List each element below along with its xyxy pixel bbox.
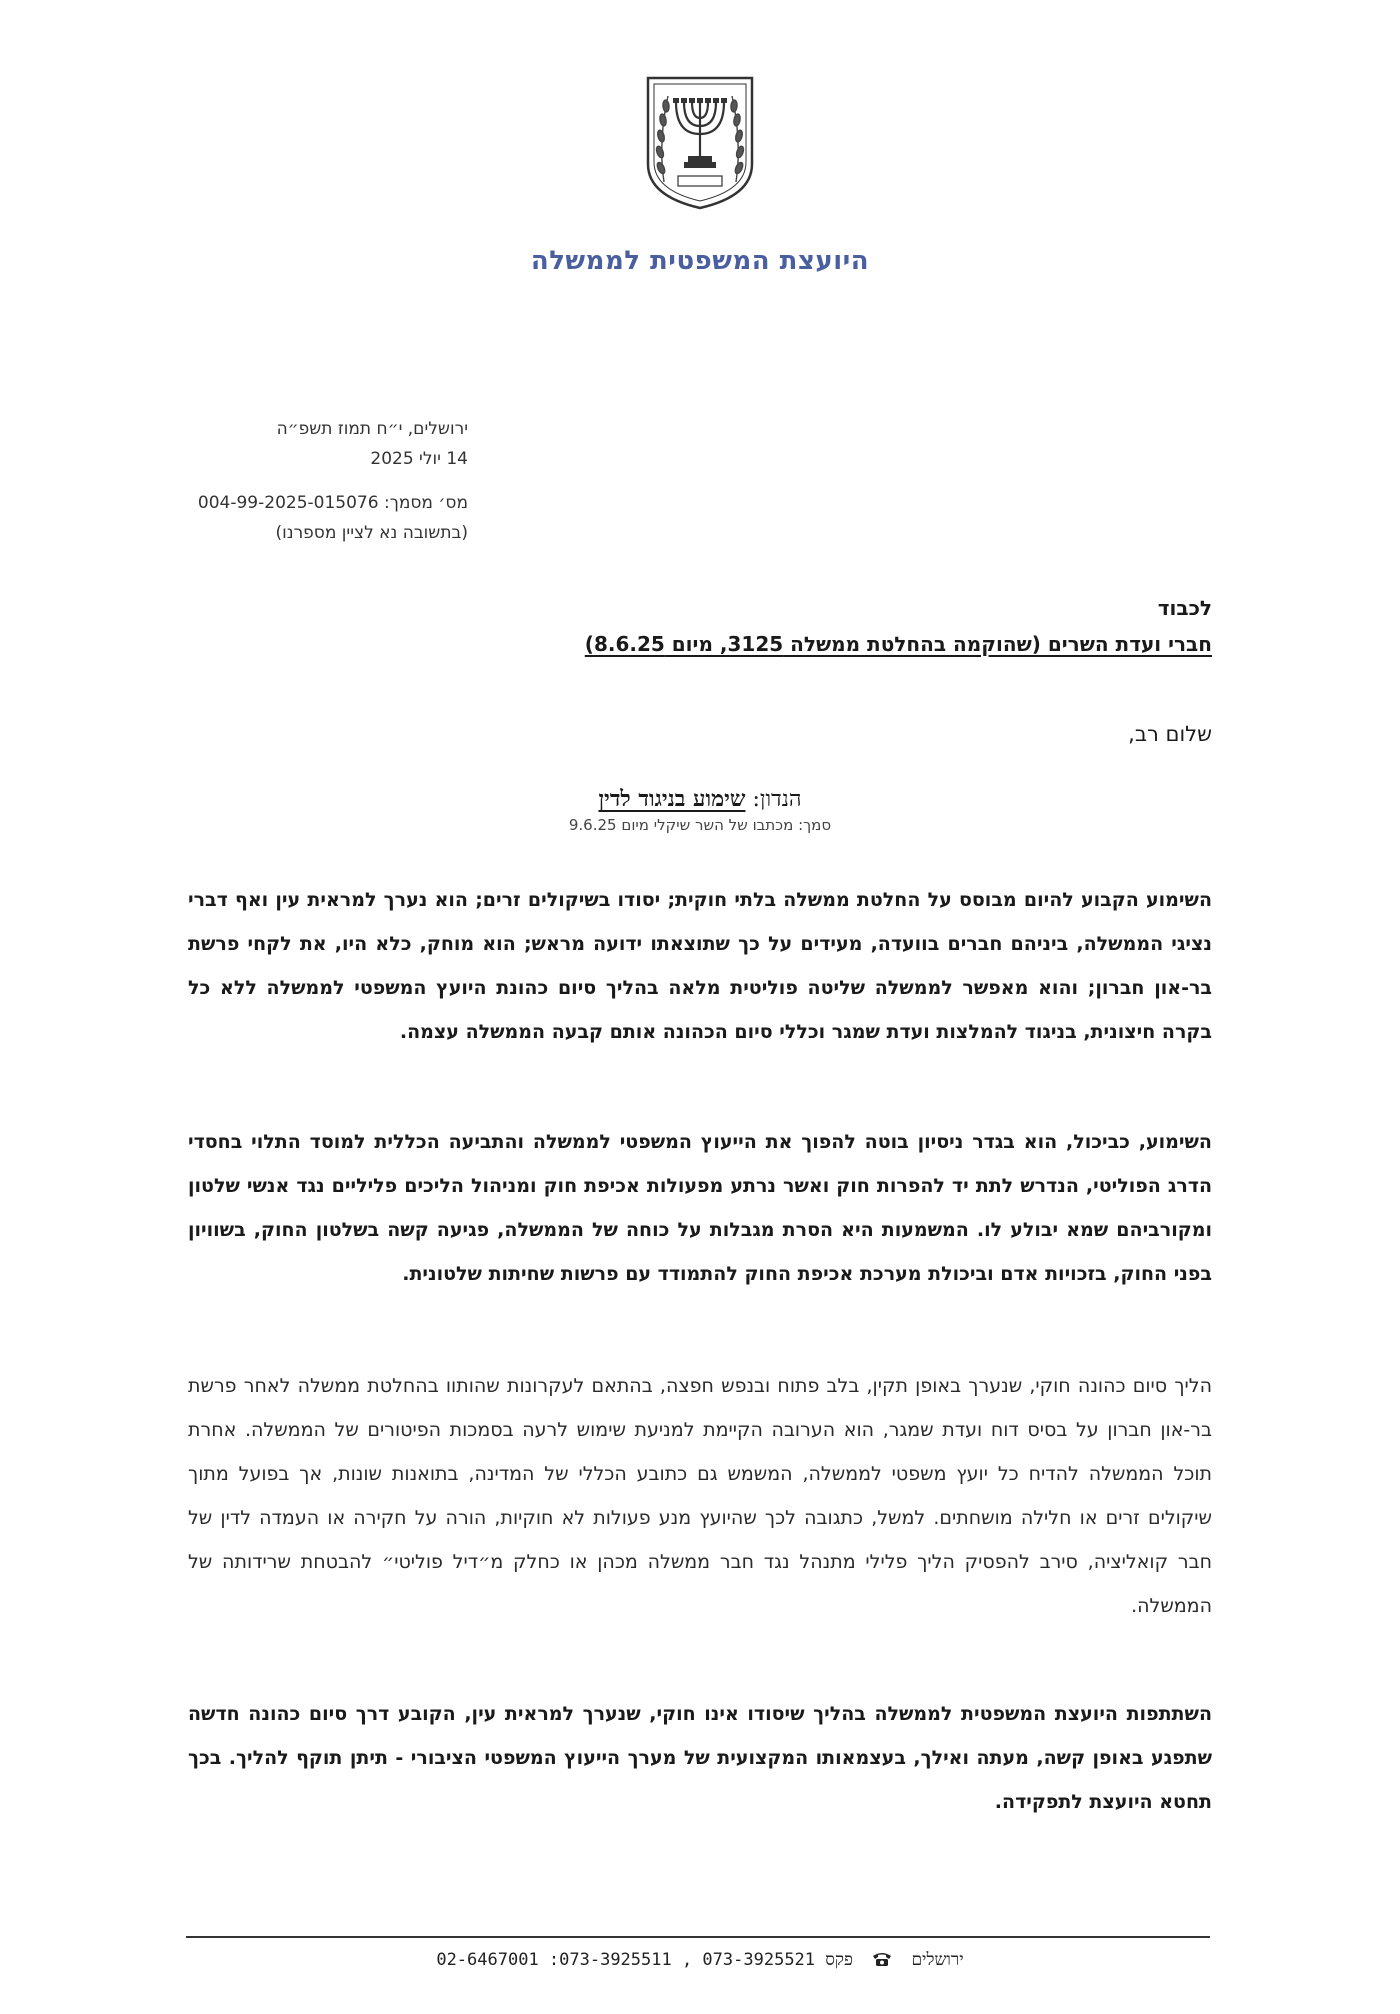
reply-note: (בתשובה נא לציין מספרנו) (275, 523, 468, 543)
addressee-recipients: חברי ועדת השרים (שהוקמה בהחלטת ממשלה 3125, מיום 8.6.25) (584, 632, 1212, 656)
state-emblem-icon (642, 72, 758, 212)
body-paragraph-4: השתתפות היועצת המשפטית לממשלה בהליך שיסודו אינו חוקי, שנערך למראית עין, הקובע דרך סיום כהונה חדשה שתפגע באופן קשה, מעתה ואילך, בעצמאותו המקצועית של מערך הייעוץ המשפטי הציבורי - תיתן תוקף להליך. בכך תחטא היועצת לתפקידה. (188, 1703, 1212, 1813)
body-paragraph-1: השימוע הקבוע להיום מבוסס על החלטת ממשלה בלתי חוקית; יסודו בשיקולים זרים; הוא נערך למראית עין ואף דברי נציגי הממשלה, ביניהם חברים בוועדה, מעידים על כך שתוצאתו ידועה מראש; הוא מוחק, כלא היו, את לקחי פרשת בר-און חברון; והוא מאפשר לממשלה שליטה פוליטית מלאה בהליך סיום כהונת היועץ המשפטי לממשלה ללא כל בקרה חיצונית, בניגוד להמלצות ועדת שמגר וכללי סיום הכהונה אותם קבעה הממשלה עצמה. (188, 889, 1212, 1043)
subject-reference: סמך: מכתבו של השר שיקלי מיום 9.6.25 (568, 816, 832, 834)
addressee (112, 590, 1212, 662)
body-paragraph-3: הליך סיום כהונה חוקי, שנערך באופן תקין, בלב פתוח ובנפש חפצה, בהתאם לעקרונות שהותוו בהחלטת ממשלה לאחר פרשת בר-און חברון על בסיס דוח ועדת שמגר, הוא הערובה הקיימת למניעת שימוש לרעה בסמכות הפיטורים של הממשלה. אחרת תוכל הממשלה להדיח כל יועץ משפטי לממשלה, המשמש גם כתובע הכללי של המדינה, בתואנות שונות, אך בפועל מתוך שיקולים זרים או חלילה מושחתים. למשל, כתגובה לכך שהיועץ מנע פעולות לא חוקיות, הורה על חקירה או העמדה לדין של חבר קואליציה, סירב להפסיק הליך פלילי מתנהל נגד חבר ממשלה מכהן או כחלק מ״דיל פוליטי״ להבטחת שרידותה של הממשלה. (188, 1375, 1212, 1617)
subject-title: שימוע בניגוד לדין (598, 786, 746, 812)
footer (0, 1950, 1400, 1970)
addressee-salutation: לכבוד (1157, 596, 1212, 620)
document-number: מס׳ מסמך: 004-99-2025-015076 (197, 493, 468, 513)
footer-city: ירושלים (911, 1950, 964, 1970)
subject-label: הנדון: (752, 787, 802, 812)
footer-divider (186, 1936, 1210, 1938)
document-meta (168, 414, 468, 548)
date-gregorian: 14 יולי 2025 (370, 449, 468, 469)
telephone-icon (871, 1951, 893, 1967)
office-name: היועצת המשפטית לממשלה (530, 246, 870, 276)
greeting: שלום רב, (1128, 722, 1212, 746)
subject-block (0, 786, 1400, 834)
footer-contact: 02-6467001 :073-3925511 , 073-3925521 פקס (436, 1950, 853, 1970)
date-hebrew: ירושלים, י״ח תמוז תשפ״ה (276, 419, 468, 439)
body-paragraph-2: השימוע, כביכול, הוא בגדר ניסיון בוטה להפוך את הייעוץ המשפטי לממשלה והתביעה הכללית למוסד התלוי בחסדי הדרג הפוליטי, הנדרש לתת יד להפרות חוק ואשר נרתע מפעולות אכיפת חוק ומניהול הליכים פליליים נגד אנשי שלטון ומקורביהם שמא יבולע לו. המשמעות היא הסרת מגבלות על כוחה של הממשלה, פגיעה קשה בשלטון החוק, בשוויון בפני החוק, בזכויות אדם וביכולת מערכת אכיפת החוק להתמודד עם פרשות שחיתות שלטונית. (188, 1131, 1212, 1285)
